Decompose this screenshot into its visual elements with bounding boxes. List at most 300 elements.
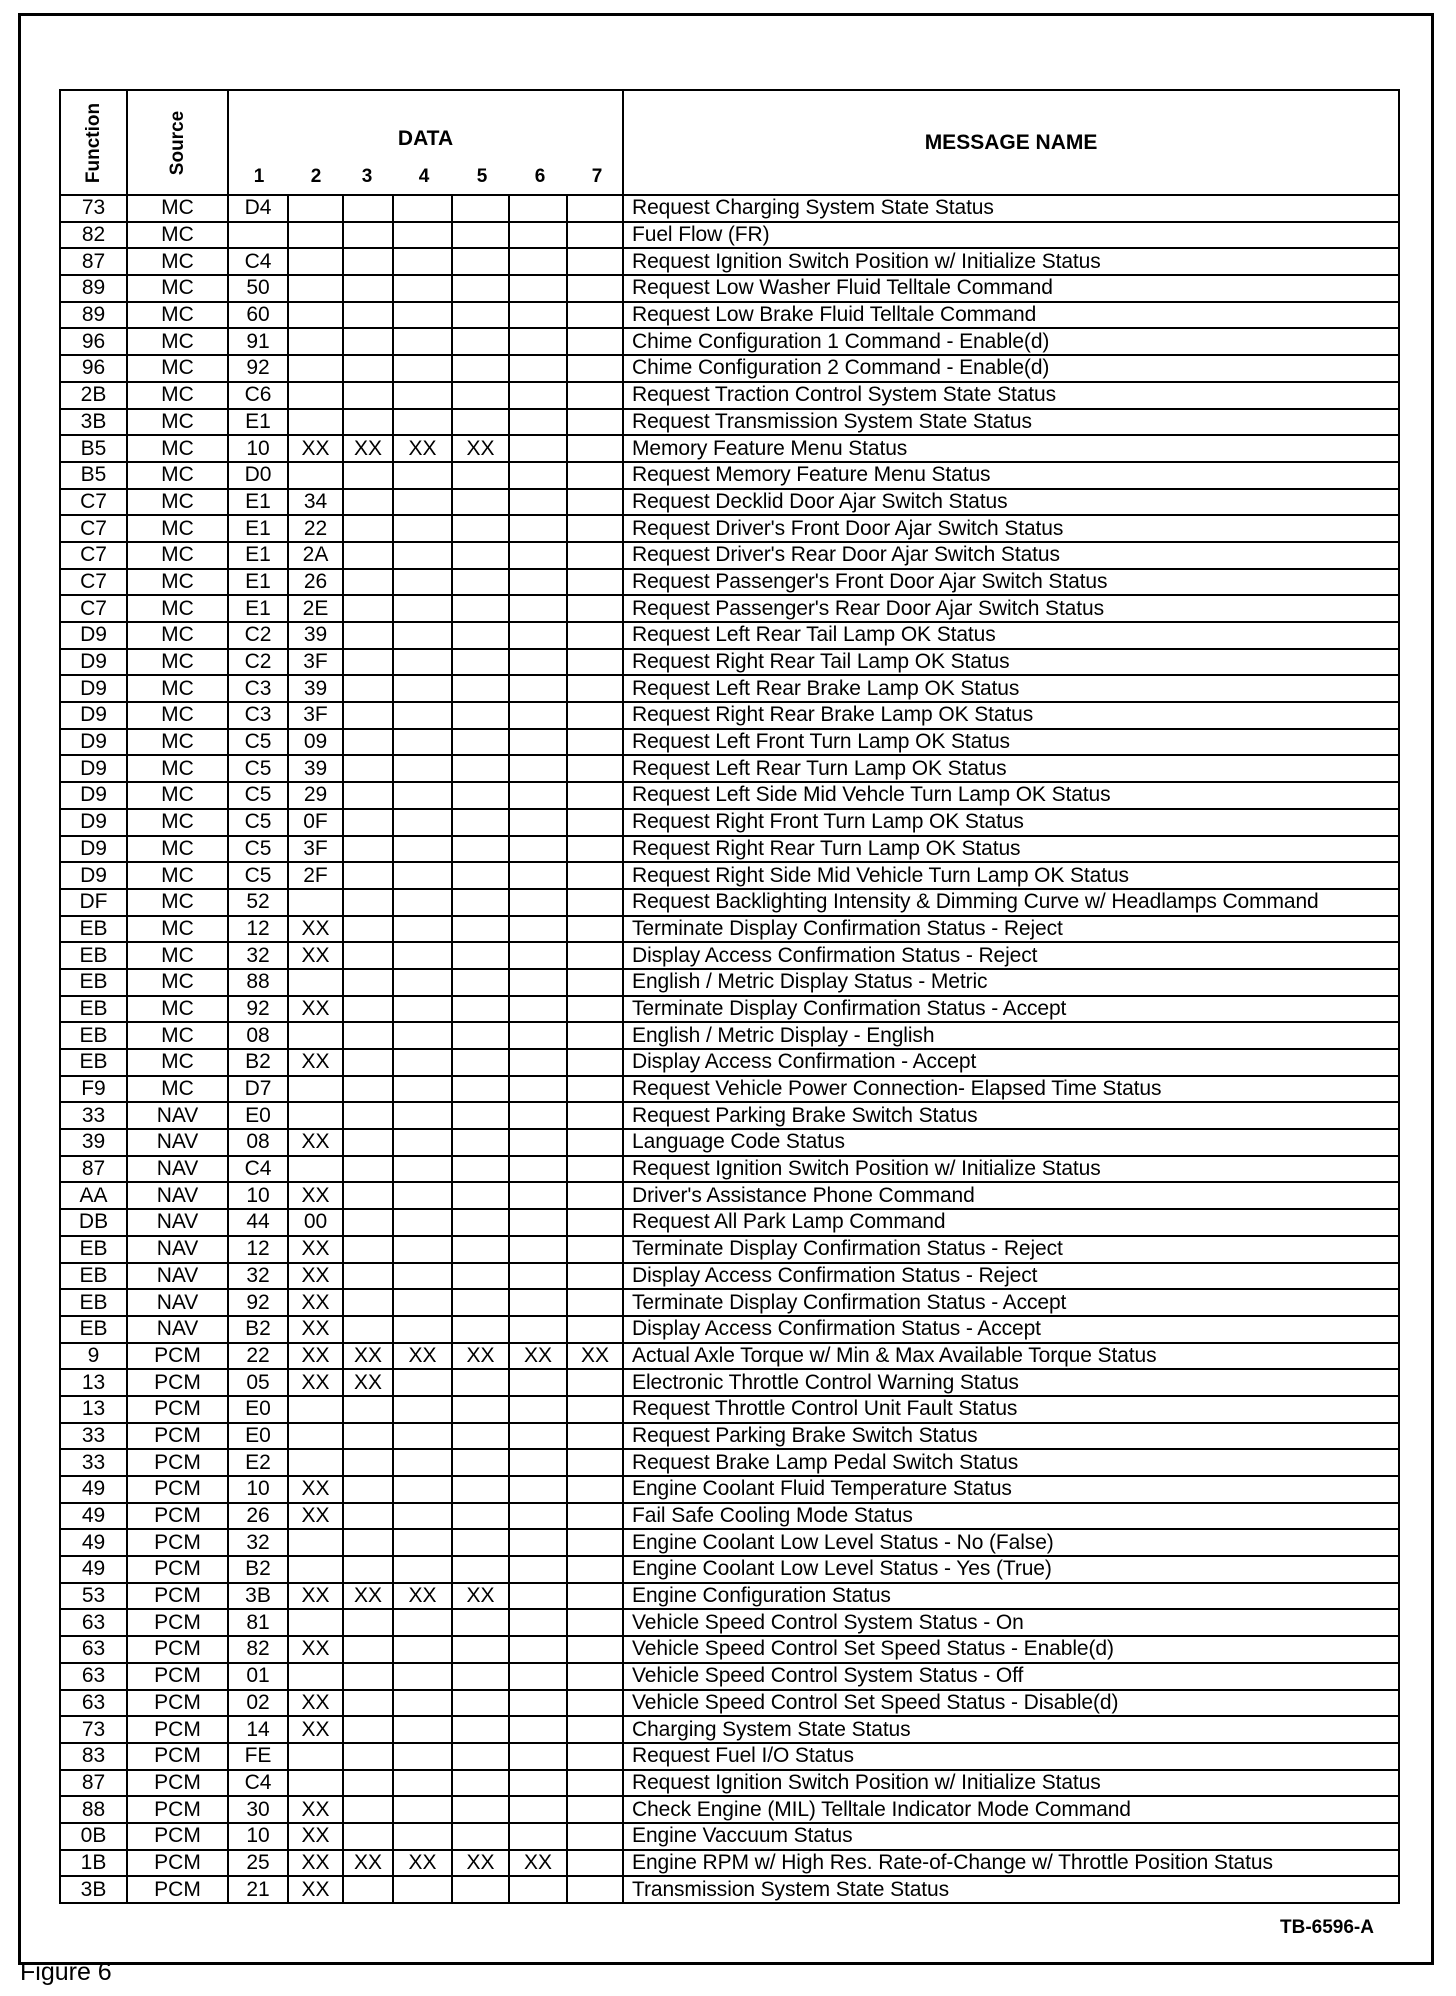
- data4-cell: [393, 1663, 452, 1690]
- data4-cell: [393, 675, 452, 702]
- function-cell: 2B: [60, 382, 127, 409]
- data1-cell: 22: [228, 1343, 288, 1370]
- data1-cell: 32: [228, 942, 288, 969]
- function-cell: 63: [60, 1690, 127, 1717]
- data7-cell: [567, 1209, 623, 1236]
- data7-cell: [567, 1022, 623, 1049]
- data2-cell: 3F: [288, 836, 343, 863]
- table-row: [60, 1156, 1399, 1183]
- data7-cell: [567, 1503, 623, 1530]
- data5-cell: [452, 1316, 509, 1343]
- source-header: Source: [127, 90, 228, 195]
- message-name-cell: Engine Configuration Status: [623, 1583, 1399, 1610]
- data1-cell: 81: [228, 1609, 288, 1636]
- data6-cell: [509, 1663, 567, 1690]
- function-cell: 73: [60, 1716, 127, 1743]
- source-cell: PCM: [127, 1743, 228, 1770]
- data2-cell: [288, 1396, 343, 1423]
- table-row: [60, 1503, 1399, 1530]
- message-name-cell: Terminate Display Confirmation Status - Accept: [623, 1289, 1399, 1316]
- data1-cell: C5: [228, 809, 288, 836]
- table-row: [60, 1823, 1399, 1850]
- data3-cell: [343, 622, 393, 649]
- message-name-cell: Request Right Rear Turn Lamp OK Status: [623, 836, 1399, 863]
- source-cell: MC: [127, 328, 228, 355]
- data4-cell: [393, 222, 452, 249]
- data4-cell: [393, 942, 452, 969]
- data2-cell: [288, 1449, 343, 1476]
- data6-cell: [509, 1316, 567, 1343]
- data1-cell: C5: [228, 729, 288, 756]
- function-cell: C7: [60, 542, 127, 569]
- function-cell: EB: [60, 1289, 127, 1316]
- table-row: [60, 1690, 1399, 1717]
- data2-cell: [288, 969, 343, 996]
- data5-cell: [452, 275, 509, 302]
- data3-cell: [343, 782, 393, 809]
- data6-cell: [509, 755, 567, 782]
- data1-cell: 88: [228, 969, 288, 996]
- data3-cell: [343, 916, 393, 943]
- function-cell: 33: [60, 1423, 127, 1450]
- data2-cell: [288, 1423, 343, 1450]
- data4-cell: [393, 1102, 452, 1129]
- data5-cell: [452, 1423, 509, 1450]
- source-cell: MC: [127, 755, 228, 782]
- data4-cell: [393, 1369, 452, 1396]
- data1-cell: 50: [228, 275, 288, 302]
- data4-cell: XX: [393, 1850, 452, 1877]
- data2-cell: 29: [288, 782, 343, 809]
- data7-cell: [567, 355, 623, 382]
- table-row: [60, 942, 1399, 969]
- message-name-cell: Terminate Display Confirmation Status - Accept: [623, 996, 1399, 1023]
- function-cell: 53: [60, 1583, 127, 1610]
- source-cell: PCM: [127, 1583, 228, 1610]
- data5-cell: [452, 1876, 509, 1903]
- data7-cell: [567, 462, 623, 489]
- message-name-cell: Display Access Confirmation Status - Reject: [623, 942, 1399, 969]
- table-row: [60, 409, 1399, 436]
- data-col-6: 6: [534, 166, 546, 187]
- data2-cell: [288, 1156, 343, 1183]
- table-row: [60, 1369, 1399, 1396]
- message-name-header: MESSAGE NAME: [623, 90, 1399, 195]
- source-cell: NAV: [127, 1102, 228, 1129]
- data1-cell: E2: [228, 1449, 288, 1476]
- data3-cell: [343, 1423, 393, 1450]
- data2-cell: 3F: [288, 702, 343, 729]
- data7-cell: [567, 1156, 623, 1183]
- data6-cell: [509, 1556, 567, 1583]
- data1-cell: E1: [228, 542, 288, 569]
- data5-cell: [452, 1823, 509, 1850]
- table-row: [60, 862, 1399, 889]
- table-row: [60, 1423, 1399, 1450]
- data5-cell: [452, 1289, 509, 1316]
- data1-cell: 91: [228, 328, 288, 355]
- data6-cell: [509, 969, 567, 996]
- data3-cell: [343, 729, 393, 756]
- data5-cell: XX: [452, 1343, 509, 1370]
- data7-cell: [567, 195, 623, 222]
- source-cell: MC: [127, 809, 228, 836]
- data3-cell: XX: [343, 1850, 393, 1877]
- data5-cell: [452, 569, 509, 596]
- function-cell: D9: [60, 702, 127, 729]
- data6-cell: [509, 1690, 567, 1717]
- data5-cell: [452, 302, 509, 329]
- source-cell: PCM: [127, 1396, 228, 1423]
- data5-cell: [452, 222, 509, 249]
- data2-cell: XX: [288, 1503, 343, 1530]
- function-cell: AA: [60, 1182, 127, 1209]
- data2-cell: XX: [288, 1850, 343, 1877]
- table-row: [60, 969, 1399, 996]
- data2-cell: [288, 382, 343, 409]
- table-row: [60, 1609, 1399, 1636]
- data4-cell: [393, 328, 452, 355]
- data1-cell: 10: [228, 1182, 288, 1209]
- data5-cell: [452, 328, 509, 355]
- source-cell: PCM: [127, 1503, 228, 1530]
- function-cell: 1B: [60, 1850, 127, 1877]
- table-row: [60, 1449, 1399, 1476]
- data5-cell: [452, 969, 509, 996]
- data1-cell: [228, 222, 288, 249]
- data1-cell: C5: [228, 862, 288, 889]
- function-cell: C7: [60, 569, 127, 596]
- data1-cell: C5: [228, 755, 288, 782]
- source-cell: PCM: [127, 1343, 228, 1370]
- data5-cell: [452, 1369, 509, 1396]
- data3-cell: [343, 1743, 393, 1770]
- data3-cell: [343, 275, 393, 302]
- data6-cell: [509, 862, 567, 889]
- data2-cell: XX: [288, 1876, 343, 1903]
- data7-cell: [567, 595, 623, 622]
- message-name-cell: Request Charging System State Status: [623, 195, 1399, 222]
- function-cell: 13: [60, 1396, 127, 1423]
- data5-cell: [452, 1263, 509, 1290]
- source-cell: PCM: [127, 1796, 228, 1823]
- data6-cell: [509, 702, 567, 729]
- data1-cell: 3B: [228, 1583, 288, 1610]
- source-cell: MC: [127, 248, 228, 275]
- source-cell: MC: [127, 542, 228, 569]
- data4-cell: [393, 1529, 452, 1556]
- data1-cell: E0: [228, 1102, 288, 1129]
- data6-cell: [509, 1129, 567, 1156]
- data1-cell: 60: [228, 302, 288, 329]
- message-name-cell: Chime Configuration 1 Command - Enable(d): [623, 328, 1399, 355]
- data2-cell: XX: [288, 1049, 343, 1076]
- table-row: [60, 1796, 1399, 1823]
- table-row: [60, 702, 1399, 729]
- source-cell: MC: [127, 969, 228, 996]
- data5-cell: [452, 355, 509, 382]
- data3-cell: [343, 996, 393, 1023]
- source-cell: NAV: [127, 1156, 228, 1183]
- table-row: [60, 222, 1399, 249]
- source-cell: NAV: [127, 1263, 228, 1290]
- data2-cell: XX: [288, 1263, 343, 1290]
- data1-cell: C4: [228, 1770, 288, 1797]
- data1-cell: C6: [228, 382, 288, 409]
- data2-cell: [288, 328, 343, 355]
- data4-cell: [393, 1182, 452, 1209]
- function-cell: 63: [60, 1636, 127, 1663]
- data4-cell: [393, 1209, 452, 1236]
- message-name-cell: Request Memory Feature Menu Status: [623, 462, 1399, 489]
- message-name-cell: Request Right Rear Tail Lamp OK Status: [623, 649, 1399, 676]
- data4-cell: [393, 382, 452, 409]
- data7-cell: [567, 942, 623, 969]
- data5-cell: [452, 1716, 509, 1743]
- message-name-cell: Request Left Rear Brake Lamp OK Status: [623, 675, 1399, 702]
- data7-cell: [567, 302, 623, 329]
- source-cell: MC: [127, 729, 228, 756]
- data4-cell: [393, 729, 452, 756]
- data5-cell: [452, 1076, 509, 1103]
- data2-cell: 26: [288, 569, 343, 596]
- data4-cell: [393, 1129, 452, 1156]
- message-name-cell: Display Access Confirmation Status - Reject: [623, 1263, 1399, 1290]
- data3-cell: XX: [343, 1343, 393, 1370]
- data2-cell: XX: [288, 1236, 343, 1263]
- data3-cell: XX: [343, 435, 393, 462]
- function-header: Function: [60, 90, 127, 195]
- message-name-cell: Request Transmission System State Status: [623, 409, 1399, 436]
- table-row: [60, 328, 1399, 355]
- table-row: [60, 1102, 1399, 1129]
- data2-cell: [288, 1102, 343, 1129]
- data1-cell: E1: [228, 569, 288, 596]
- data2-cell: 39: [288, 622, 343, 649]
- function-cell: DF: [60, 889, 127, 916]
- data6-cell: [509, 195, 567, 222]
- data-col-3: 3: [361, 166, 373, 187]
- function-cell: 89: [60, 302, 127, 329]
- data5-cell: [452, 1236, 509, 1263]
- data3-cell: [343, 1796, 393, 1823]
- data7-cell: [567, 729, 623, 756]
- source-cell: MC: [127, 382, 228, 409]
- source-cell: MC: [127, 916, 228, 943]
- data5-cell: [452, 1209, 509, 1236]
- data-col-5: 5: [476, 166, 488, 187]
- data1-cell: 02: [228, 1690, 288, 1717]
- data1-cell: FE: [228, 1743, 288, 1770]
- data3-cell: [343, 382, 393, 409]
- message-name-cell: Request Passenger's Rear Door Ajar Switch Status: [623, 595, 1399, 622]
- data3-cell: [343, 462, 393, 489]
- data6-cell: [509, 355, 567, 382]
- table-row: [60, 1770, 1399, 1797]
- source-cell: PCM: [127, 1850, 228, 1877]
- data3-cell: [343, 1663, 393, 1690]
- data-col-7: 7: [591, 166, 603, 187]
- data1-cell: 21: [228, 1876, 288, 1903]
- data4-cell: XX: [393, 1583, 452, 1610]
- message-name-cell: Vehicle Speed Control System Status - On: [623, 1609, 1399, 1636]
- function-cell: 3B: [60, 409, 127, 436]
- source-cell: PCM: [127, 1823, 228, 1850]
- data4-cell: [393, 702, 452, 729]
- function-cell: 39: [60, 1129, 127, 1156]
- message-name-cell: Transmission System State Status: [623, 1876, 1399, 1903]
- data7-cell: [567, 996, 623, 1023]
- data2-cell: [288, 1663, 343, 1690]
- data1-cell: D7: [228, 1076, 288, 1103]
- message-name-cell: Fuel Flow (FR): [623, 222, 1399, 249]
- function-cell: EB: [60, 916, 127, 943]
- data4-cell: [393, 1876, 452, 1903]
- data3-cell: [343, 702, 393, 729]
- data6-cell: [509, 1369, 567, 1396]
- data4-cell: [393, 1263, 452, 1290]
- message-name-cell: Request Ignition Switch Position w/ Initialize Status: [623, 1770, 1399, 1797]
- source-cell: MC: [127, 195, 228, 222]
- data4-cell: [393, 248, 452, 275]
- data5-cell: XX: [452, 435, 509, 462]
- data6-cell: [509, 1209, 567, 1236]
- data5-cell: [452, 889, 509, 916]
- data1-cell: 44: [228, 1209, 288, 1236]
- data7-cell: [567, 675, 623, 702]
- data2-cell: [288, 462, 343, 489]
- message-name-cell: Request Left Rear Turn Lamp OK Status: [623, 755, 1399, 782]
- data7-cell: [567, 409, 623, 436]
- data4-cell: [393, 1716, 452, 1743]
- data6-cell: [509, 275, 567, 302]
- data2-cell: [288, 1076, 343, 1103]
- data7-cell: [567, 755, 623, 782]
- data5-cell: [452, 1476, 509, 1503]
- data7-cell: [567, 1663, 623, 1690]
- source-cell: MC: [127, 409, 228, 436]
- message-name-cell: Request Left Front Turn Lamp OK Status: [623, 729, 1399, 756]
- message-name-cell: English / Metric Display - English: [623, 1022, 1399, 1049]
- data4-cell: [393, 1743, 452, 1770]
- function-cell: 49: [60, 1476, 127, 1503]
- data7-cell: [567, 1796, 623, 1823]
- source-cell: MC: [127, 622, 228, 649]
- data-title: DATA: [397, 127, 454, 150]
- data7-cell: [567, 916, 623, 943]
- data4-cell: [393, 1449, 452, 1476]
- source-cell: NAV: [127, 1209, 228, 1236]
- function-cell: 3B: [60, 1876, 127, 1903]
- table-row: [60, 675, 1399, 702]
- source-cell: NAV: [127, 1289, 228, 1316]
- data7-cell: [567, 782, 623, 809]
- data1-cell: C2: [228, 622, 288, 649]
- message-name-cell: Engine Coolant Fluid Temperature Status: [623, 1476, 1399, 1503]
- message-name-cell: Terminate Display Confirmation Status - Reject: [623, 1236, 1399, 1263]
- message-name-cell: Request Backlighting Intensity & Dimming Curve w/ Headlamps Command: [623, 889, 1399, 916]
- function-cell: 88: [60, 1796, 127, 1823]
- data-col-2: 2: [310, 166, 322, 187]
- source-cell: PCM: [127, 1770, 228, 1797]
- data7-cell: [567, 435, 623, 462]
- data5-cell: [452, 1609, 509, 1636]
- data2-cell: 00: [288, 1209, 343, 1236]
- data4-cell: [393, 195, 452, 222]
- data4-cell: [393, 1503, 452, 1530]
- data1-cell: E1: [228, 515, 288, 542]
- function-cell: C7: [60, 515, 127, 542]
- table-row: [60, 1850, 1399, 1877]
- function-cell: 49: [60, 1529, 127, 1556]
- table-row: [60, 1583, 1399, 1610]
- source-cell: MC: [127, 1076, 228, 1103]
- data3-cell: [343, 1823, 393, 1850]
- table-row: [60, 622, 1399, 649]
- data4-cell: [393, 1289, 452, 1316]
- data6-cell: [509, 1529, 567, 1556]
- data5-cell: [452, 1529, 509, 1556]
- data5-cell: [452, 1049, 509, 1076]
- table-row: [60, 1743, 1399, 1770]
- function-cell: 49: [60, 1556, 127, 1583]
- data4-cell: [393, 1556, 452, 1583]
- data7-cell: [567, 542, 623, 569]
- data7-cell: [567, 1423, 623, 1450]
- data3-cell: [343, 1129, 393, 1156]
- data6-cell: [509, 1076, 567, 1103]
- data2-cell: XX: [288, 1343, 343, 1370]
- data3-cell: [343, 1529, 393, 1556]
- message-name-cell: Request Parking Brake Switch Status: [623, 1423, 1399, 1450]
- data4-cell: [393, 409, 452, 436]
- source-cell: PCM: [127, 1369, 228, 1396]
- data7-cell: [567, 1182, 623, 1209]
- function-cell: D9: [60, 675, 127, 702]
- data2-cell: [288, 195, 343, 222]
- data3-cell: [343, 1289, 393, 1316]
- data3-cell: [343, 809, 393, 836]
- source-cell: NAV: [127, 1182, 228, 1209]
- data6-cell: [509, 1022, 567, 1049]
- message-name-cell: Request Low Washer Fluid Telltale Command: [623, 275, 1399, 302]
- data6-cell: [509, 1102, 567, 1129]
- function-cell: 96: [60, 355, 127, 382]
- data1-cell: C4: [228, 248, 288, 275]
- data6-cell: [509, 916, 567, 943]
- data5-cell: [452, 996, 509, 1023]
- data1-cell: C5: [228, 836, 288, 863]
- function-cell: EB: [60, 1316, 127, 1343]
- data6-cell: [509, 409, 567, 436]
- table-row: [60, 1529, 1399, 1556]
- data3-cell: [343, 409, 393, 436]
- message-name-cell: Driver's Assistance Phone Command: [623, 1182, 1399, 1209]
- function-cell: EB: [60, 1049, 127, 1076]
- message-name-cell: Check Engine (MIL) Telltale Indicator Mode Command: [623, 1796, 1399, 1823]
- data5-cell: [452, 1129, 509, 1156]
- table-row: [60, 1289, 1399, 1316]
- table-row: [60, 1396, 1399, 1423]
- data3-cell: [343, 302, 393, 329]
- function-cell: EB: [60, 1236, 127, 1263]
- data4-cell: [393, 489, 452, 516]
- data5-cell: [452, 382, 509, 409]
- data1-cell: D4: [228, 195, 288, 222]
- table-row: [60, 382, 1399, 409]
- data1-cell: 32: [228, 1529, 288, 1556]
- data3-cell: [343, 542, 393, 569]
